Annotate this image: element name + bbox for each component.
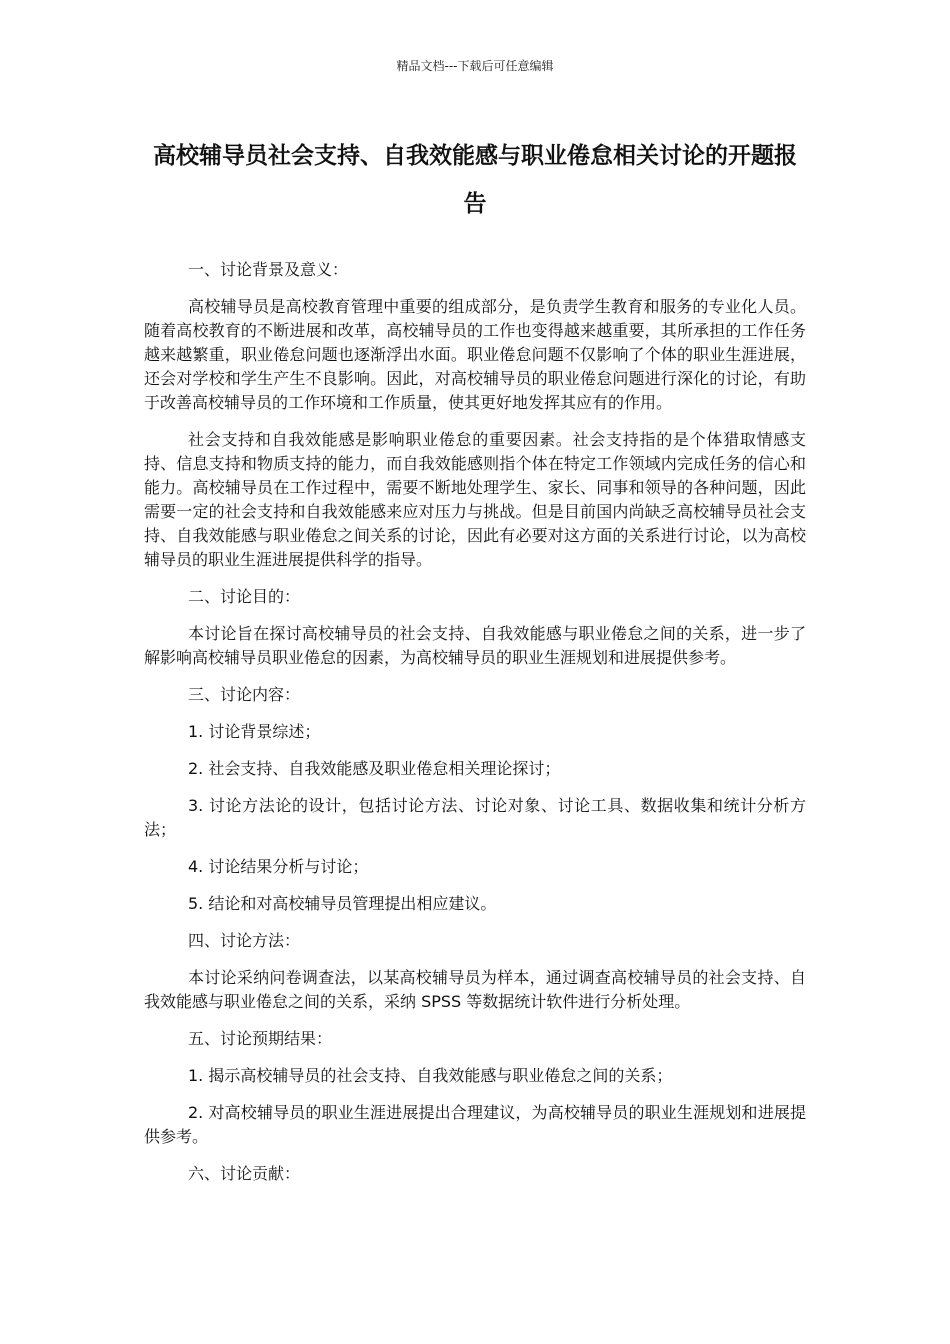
list-item-content-2: 2. 社会支持、自我效能感及职业倦怠相关理论探讨；: [188, 759, 561, 778]
list-item-content-5: 5. 结论和对高校辅导员管理提出相应建议。: [188, 894, 497, 913]
list-item-result-1: 1. 揭示高校辅导员的社会支持、自我效能感与职业倦怠之间的关系；: [188, 1066, 673, 1085]
section-heading-content: 三、讨论内容：: [188, 685, 301, 704]
list-item-result-2: 2. 对高校辅导员的职业生涯进展提出合理建议，为高校辅导员的职业生涯规划和进展提供参考。: [144, 1103, 806, 1146]
section-heading-contribution: 六、讨论贡献：: [188, 1164, 301, 1183]
paragraph-background-1: 高校辅导员是高校教育管理中重要的组成部分，是负责学生教育和服务的专业化人员。随着高校教育的不断进展和改革，高校辅导员的工作也变得越来越重要，其所承担的工作任务越来越繁重，职业倦怠问题也逐渐浮出水面。职业倦怠问题不仅影响了个体的职业生涯进展，还会对学校和学生产生不良影响。因此，对高校辅导员的职业倦怠问题进行深化的讨论，有助于改善高校辅导员的工作环境和工作质量，使其更好地发挥其应有的作用。: [144, 297, 806, 412]
document-title: 高校辅导员社会支持、自我效能感与职业倦怠相关讨论的开题报告: [153, 143, 797, 217]
paragraph-purpose: 本讨论旨在探讨高校辅导员的社会支持、自我效能感与职业倦怠之间的关系，进一步了解影响高校辅导员职业倦怠的因素，为高校辅导员的职业生涯规划和进展提供参考。: [144, 624, 806, 667]
document-body: [144, 258, 806, 1199]
page-header: 精品文档---下载后可任意编辑: [396, 59, 554, 73]
list-item-content-1: 1. 讨论背景综述；: [188, 722, 321, 741]
paragraph-background-2: 社会支持和自我效能感是影响职业倦怠的重要因素。社会支持指的是个体猎取情感支持、信息支持和物质支持的能力，而自我效能感则指个体在特定工作领域内完成任务的信心和能力。高校辅导员在工作过程中，需要不断地处理学生、家长、同事和领导的各种问题，因此需要一定的社会支持和自我效能感来应对压力与挑战。但是目前国内尚缺乏高校辅导员社会支持、自我效能感与职业倦怠之间关系的讨论，因此有必要对这方面的关系进行讨论，以为高校辅导员的职业生涯进展提供科学的指导。: [144, 430, 806, 569]
list-item-content-4: 4. 讨论结果分析与讨论；: [188, 857, 369, 876]
section-heading-method: 四、讨论方法：: [188, 931, 301, 950]
section-heading-expected-results: 五、讨论预期结果：: [188, 1029, 333, 1048]
section-heading-purpose: 二、讨论目的：: [188, 587, 301, 606]
list-item-content-3: 3. 讨论方法论的设计，包括讨论方法、讨论对象、讨论工具、数据收集和统计分析方法；: [144, 796, 806, 839]
paragraph-method: 本讨论采纳问卷调查法，以某高校辅导员为样本，通过调查高校辅导员的社会支持、自我效能感与职业倦怠之间的关系，采纳 SPSS 等数据统计软件进行分析处理。: [144, 968, 806, 1011]
section-heading-background: 一、讨论背景及意义：: [188, 260, 349, 279]
